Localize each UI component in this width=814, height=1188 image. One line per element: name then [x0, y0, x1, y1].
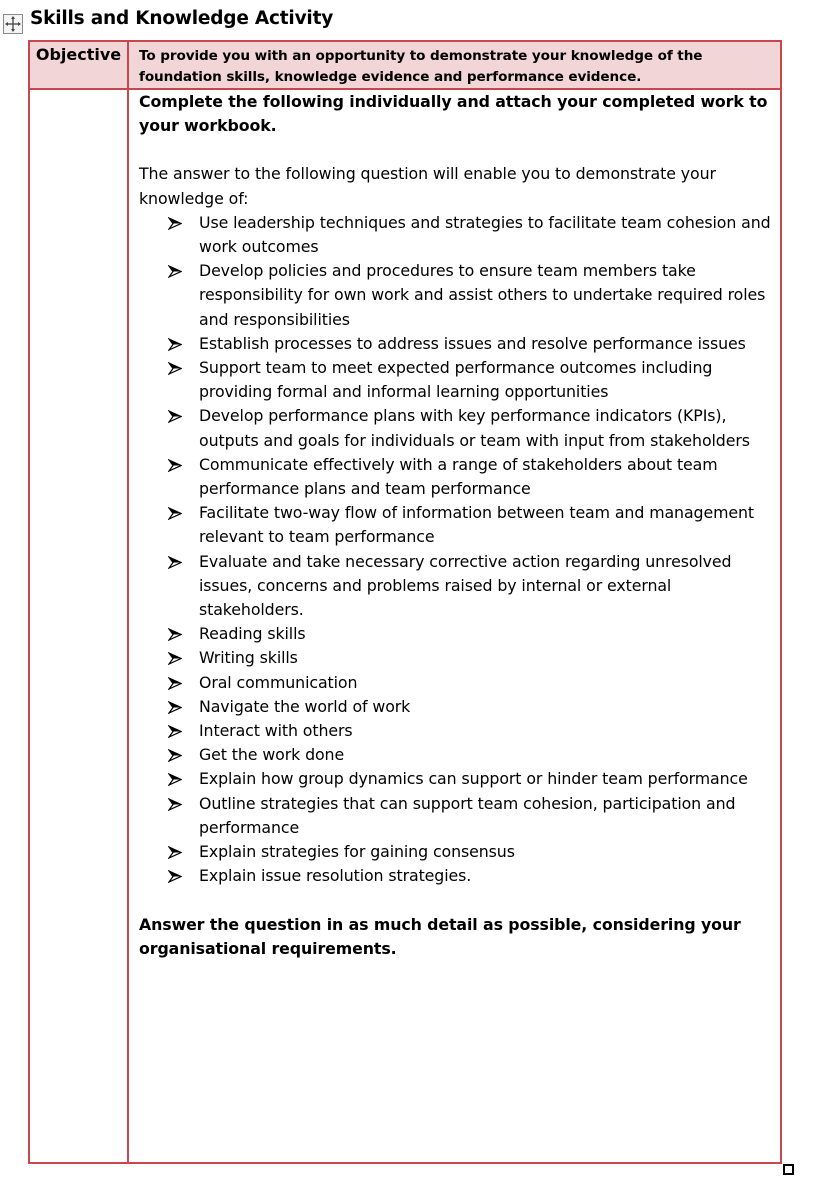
knowledge-bullet-list — [139, 211, 779, 889]
list-item — [199, 767, 779, 791]
list-item — [199, 840, 779, 864]
list-item-text: Explain strategies for gaining consensus — [199, 842, 515, 862]
arrowhead-bullet-icon — [168, 652, 182, 665]
list-item-text: Reading skills — [199, 624, 306, 644]
list-item-text: Oral communication — [199, 672, 358, 692]
list-item-text: Navigate the world of work — [199, 696, 411, 716]
list-item — [199, 864, 779, 888]
arrowhead-bullet-icon — [168, 677, 182, 690]
list-item-text: Writing skills — [199, 648, 298, 668]
arrowhead-bullet-icon — [168, 749, 182, 762]
list-item — [199, 259, 779, 332]
activity-table — [28, 40, 782, 1164]
table-resize-handle-icon[interactable] — [783, 1164, 794, 1175]
list-item — [199, 211, 779, 259]
page-title: Skills and Knowledge Activity — [30, 8, 334, 29]
list-item-text: Establish processes to address issues and resolve performance issues — [199, 333, 746, 353]
activity-content-cell[interactable] — [139, 90, 779, 961]
arrowhead-bullet-icon — [168, 773, 182, 786]
list-item — [199, 453, 779, 501]
column-divider — [127, 42, 129, 1162]
arrowhead-bullet-icon — [168, 725, 182, 738]
objective-text: To provide you with an opportunity to demonstrate your knowledge of the foundation skills, knowledge evidence and performance evidence. — [139, 48, 703, 85]
list-item — [199, 743, 779, 767]
closing-instruction: Answer the question in as much detail as possible, considering your organisational requirements. — [139, 914, 741, 958]
list-item-text: Develop performance plans with key performance indicators (KPIs), outputs and goals for individuals or team with input from stakeholders — [199, 406, 750, 450]
list-item-text: Develop policies and procedures to ensure team members take responsibility for own work and assist others to undertake required roles and responsibilities — [199, 261, 766, 329]
list-item — [199, 646, 779, 670]
list-item — [199, 719, 779, 743]
list-item — [199, 332, 779, 356]
arrowhead-bullet-icon — [168, 556, 182, 569]
objective-label: Objective — [35, 45, 122, 64]
instruction-text: Complete the following individually and attach your completed work to your workbook. — [139, 92, 768, 136]
list-item — [199, 404, 779, 452]
list-item-text: Use leadership techniques and strategies to facilitate team cohesion and work outcomes — [199, 212, 771, 257]
arrowhead-bullet-icon — [168, 701, 182, 714]
intro-text: The answer to the following question will enable you to demonstrate your knowledge of: — [139, 164, 716, 208]
arrowhead-bullet-icon — [168, 870, 182, 883]
list-item-text: Support team to meet expected performance outcomes including providing formal and informal learning opportunities — [199, 358, 713, 402]
arrowhead-bullet-icon — [168, 362, 182, 375]
list-item — [199, 356, 779, 404]
list-item-text: Interact with others — [199, 721, 353, 741]
table-move-handle-icon[interactable] — [3, 14, 23, 34]
arrowhead-bullet-icon — [168, 265, 182, 278]
list-item — [199, 695, 779, 719]
list-item-text: Communicate effectively with a range of stakeholders about team performance plans and team performance — [199, 454, 718, 499]
list-item-text: Evaluate and take necessary corrective action regarding unresolved issues, concerns and problems raised by internal or external stakeholders. — [199, 551, 732, 620]
list-item-text: Facilitate two-way flow of information between team and management relevant to team performance — [199, 503, 755, 547]
list-item-text: Explain how group dynamics can support or hinder team performance — [199, 769, 748, 789]
list-item-text: Outline strategies that can support team cohesion, participation and performance — [199, 793, 736, 837]
list-item — [199, 550, 779, 623]
arrowhead-bullet-icon — [168, 798, 182, 811]
objective-row — [30, 42, 780, 90]
arrowhead-bullet-icon — [168, 628, 182, 641]
list-item-text: Explain issue resolution strategies. — [199, 866, 472, 886]
list-item — [199, 622, 779, 646]
header-column-divider — [127, 42, 129, 88]
list-item — [199, 792, 779, 840]
list-item-text: Get the work done — [199, 745, 345, 765]
list-item — [199, 501, 779, 549]
arrowhead-bullet-icon — [168, 410, 182, 423]
arrowhead-bullet-icon — [168, 507, 182, 520]
arrowhead-bullet-icon — [168, 459, 182, 472]
arrowhead-bullet-icon — [168, 217, 182, 230]
arrowhead-bullet-icon — [168, 338, 182, 351]
list-item — [199, 671, 779, 695]
arrowhead-bullet-icon — [168, 846, 182, 859]
